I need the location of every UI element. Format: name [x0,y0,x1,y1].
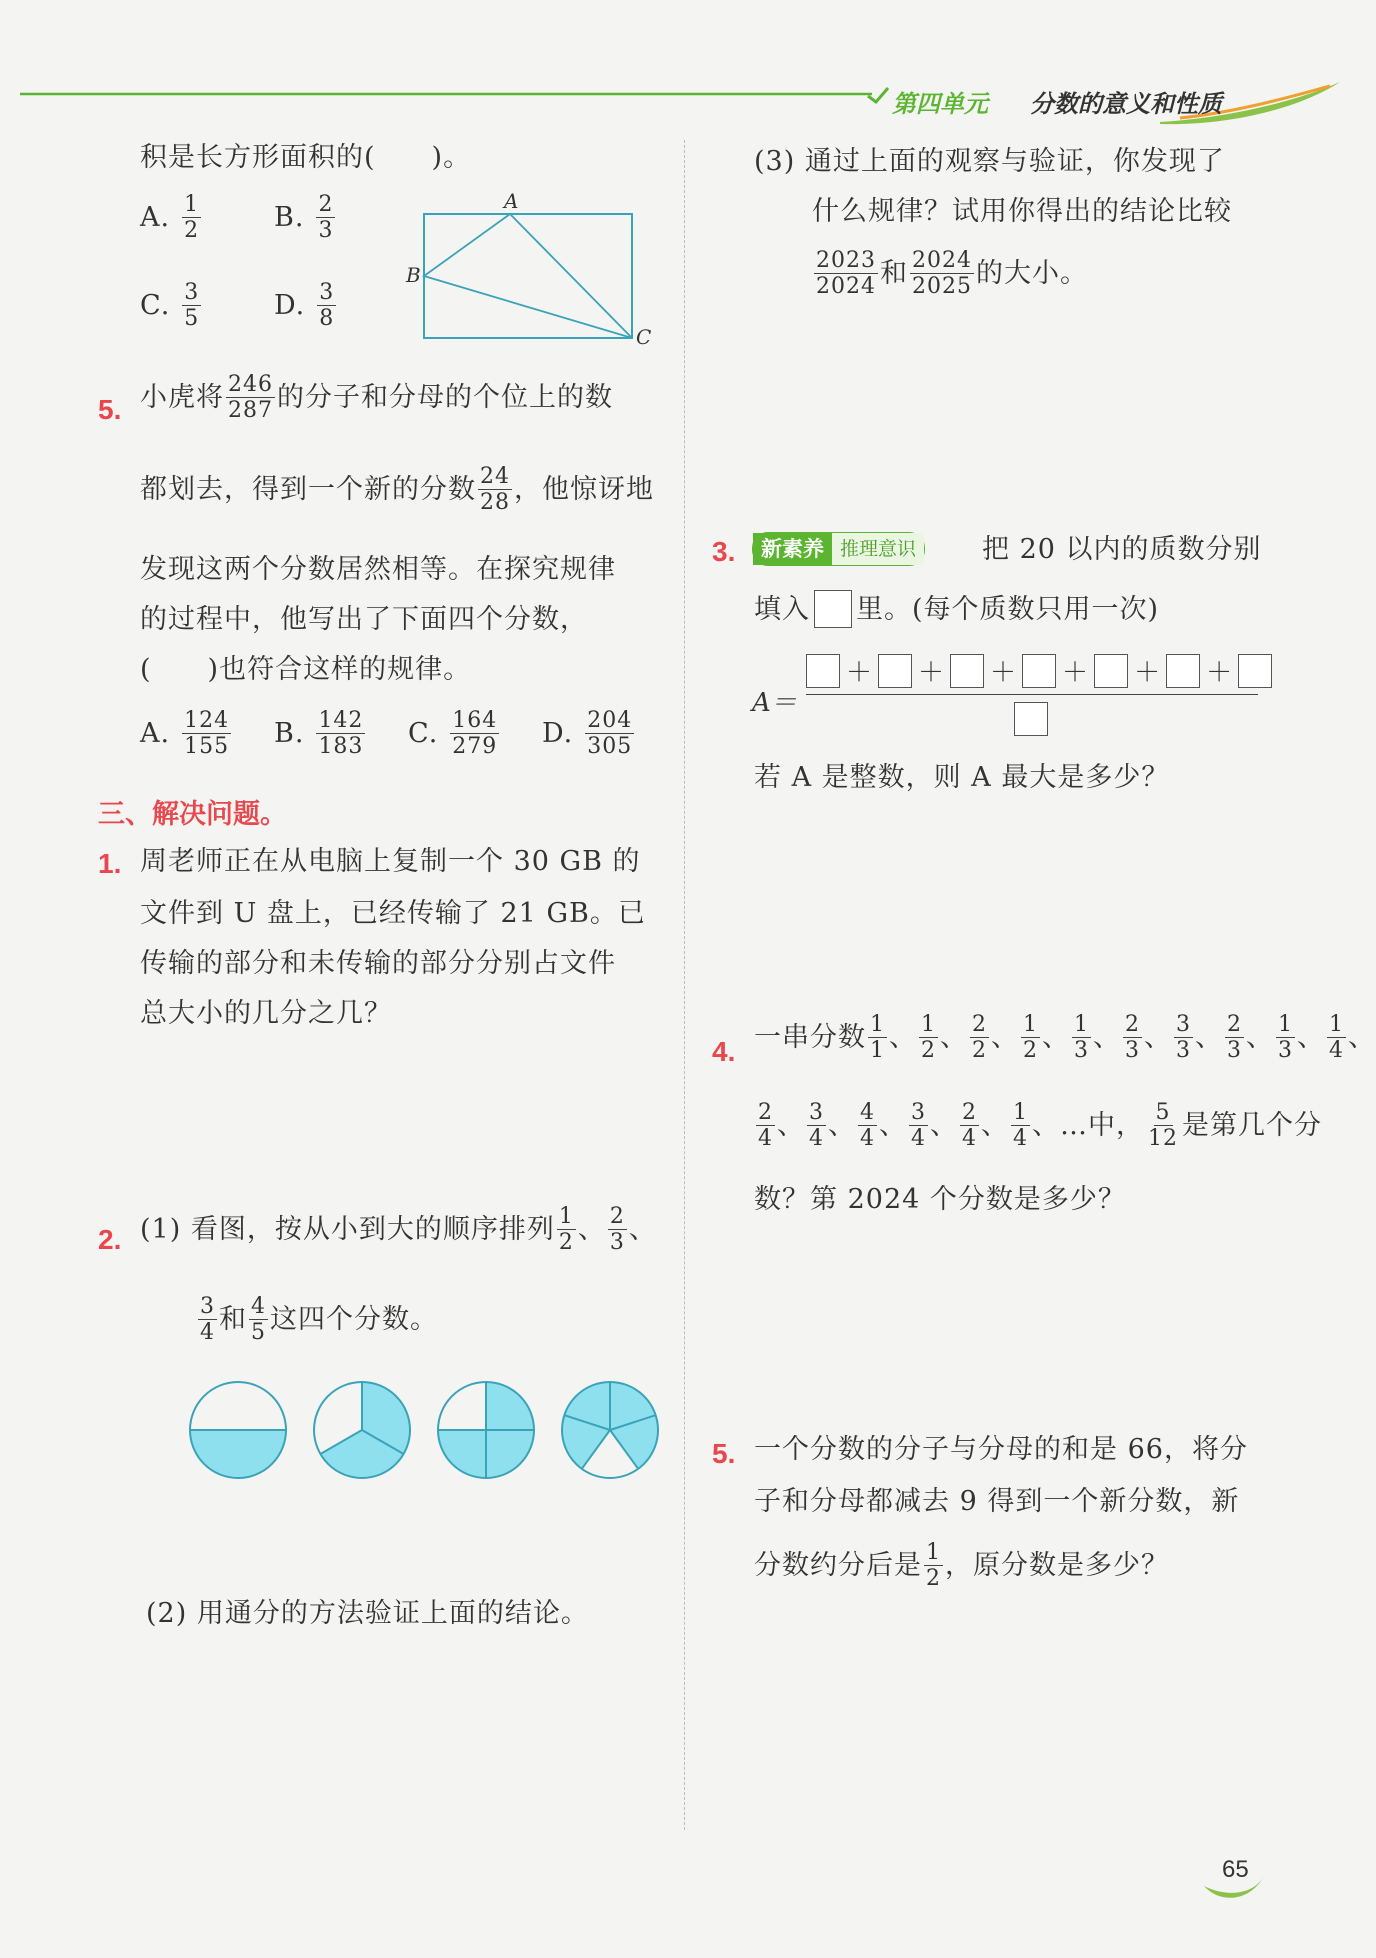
fraction: $\frac{2023}{2024}$ [816,248,876,300]
p5-number: 5. [712,1438,736,1469]
p5-line-2: 子和分母都减去 9 得到一个新分数，新 [754,1486,1240,1517]
q4-tail-text: 积是长方形面积的( )。 [140,142,472,173]
fraction: $\frac{2}{3}$ [609,1204,625,1256]
fraction: $\frac{204}{305}$ [587,708,633,760]
p1-line-1: 周老师正在从电脑上复制一个 30 GB 的 [140,846,641,877]
separator: 、 [991,1022,1019,1054]
fraction: $\frac{142}{183}$ [318,708,364,760]
separator: 、 [1195,1022,1223,1054]
q5-option-b: B. $\frac{142}{183}$ [274,708,364,760]
q5-option-a: A. $\frac{124}{155}$ [140,708,230,760]
blank-box-1[interactable] [806,654,840,688]
figure-label-a: A [504,189,519,213]
fraction: $\frac{3}{5}$ [184,280,200,332]
p5-line-1: 一个分数的分子与分母的和是 66，将分 [754,1434,1248,1465]
p1-line-2: 文件到 U 盘上，已经传输了 21 GB。已 [140,898,646,929]
fraction: $\frac{24}{28}$ [480,464,510,516]
separator: 、 [1348,1022,1376,1054]
blank-box-2[interactable] [878,654,912,688]
separator: 、 [1093,1022,1121,1054]
fraction: $\frac{124}{155}$ [184,708,230,760]
q4-option-a [140,192,203,244]
q5-line-4: 的过程中，他写出了下面四个分数， [140,604,588,635]
fraction: $\frac{1}{2}$ [926,1540,941,1592]
blank-box[interactable] [814,590,852,628]
fraction: $\frac{1}{1}$ [870,1012,885,1064]
p2-sub2-text: (2) 用通分的方法验证上面的结论。 [146,1598,589,1629]
separator: 、 [1246,1022,1274,1054]
page-number: 65 [1222,1856,1249,1883]
blank-box-4[interactable] [1022,654,1056,688]
p1-line-3: 传输的部分和未传输的部分分别占文件 [140,948,616,979]
separator: 、 [981,1110,1009,1142]
fraction: $\frac{3}{3}$ [1176,1012,1191,1064]
header-unit: 第四单元 [892,90,988,118]
a-numerator: ＋ ＋ ＋ ＋ ＋ ＋ [806,652,1272,689]
figure-label-c: C [636,325,652,349]
q5-option-d: D. $\frac{204}{305}$ [542,708,633,760]
separator: 、 [1297,1022,1325,1054]
fraction: $\frac{1}{2}$ [558,1204,574,1256]
fraction: $\frac{164}{279}$ [452,708,498,760]
p4-number: 4. [712,1036,736,1067]
fraction: $\frac{3}{8}$ [319,280,335,332]
badge-main: 新素养 [753,533,832,565]
p1-number: 1. [98,848,122,879]
fraction: $\frac{2}{2}$ [972,1012,987,1064]
q5-option-c: C. $\frac{164}{279}$ [408,708,498,760]
separator: 、 [828,1110,856,1142]
rectangle-triangle-figure [400,190,670,350]
fraction: $\frac{5}{12}$ [1148,1100,1178,1152]
fraction: $\frac{246}{287}$ [228,372,273,424]
p4-line-2: $\frac{2}{4}$ 、 $\frac{3}{4}$ 、 $\frac{4}{4}$ 、 $\frac{3}{4}$ 、 $\frac{2}{4}$ 、 $\frac{1}{4}$ 、 …中， $\frac{5}{12}$ 是第几个分 [758,1100,1322,1152]
fraction: $\frac{3}{4}$ [911,1100,926,1152]
fraction: $\frac{1}{2}$ [1023,1012,1038,1064]
circle-fifths [562,1382,658,1478]
fraction: $\frac{2}{3}$ [1125,1012,1140,1064]
fraction: $\frac{1}{3}$ [1278,1012,1293,1064]
blank-box-5[interactable] [1094,654,1128,688]
separator: 、 [940,1022,968,1054]
fraction: $\frac{1}{4}$ [1013,1100,1028,1152]
p3-number: 3. [712,536,736,567]
fraction: $\frac{2}{3}$ [1227,1012,1242,1064]
fraction: $\frac{2}{3}$ [318,192,334,244]
q5-line-5: ( )也符合这样的规律。 [140,654,472,685]
fraction: $\frac{3}{4}$ [809,1100,824,1152]
column-divider [684,140,685,1830]
separator: 、 [930,1110,958,1142]
p2-line-2: $\frac{3}{4}$ 和 $\frac{4}{5}$ 这四个分数。 [200,1294,438,1346]
p2-3-line-3: $\frac{2023}{2024}$ 和 $\frac{2024}{2025}$ 的大小。 [816,248,1088,300]
q4-option-b [274,192,337,244]
fraction: $\frac{2024}{2025}$ [912,248,972,300]
blank-box-denominator[interactable] [1014,702,1048,736]
q5-line-3: 发现这两个分数居然相等。在探究规律 [140,554,616,585]
separator: 、 [1032,1110,1060,1142]
separator: 、 [1042,1022,1070,1054]
literacy-badge [752,532,925,566]
fraction-bar [806,694,1258,695]
figure-label-b: B [406,263,421,287]
fraction: $\frac{1}{4}$ [1329,1012,1344,1064]
fraction: $\frac{1}{2}$ [184,192,200,244]
q5-line-2: 都划去，得到一个新的分数 $\frac{24}{28}$ ，他惊讶地 [140,464,654,516]
q4-option-c-label: C. [140,290,171,322]
q4-option-c [140,280,203,332]
p2-line-1: (1) 看图，按从小到大的顺序排列 $\frac{1}{2}$ 、 $\frac{2}{3}$ 、 [140,1204,657,1256]
circle-quarters [438,1382,534,1478]
p3-line-2: 填入 里。(每个质数只用一次) [754,590,1159,628]
fraction: $\frac{4}{4}$ [860,1100,875,1152]
separator: 、 [879,1110,907,1142]
fraction: $\frac{4}{5}$ [251,1294,266,1346]
fraction: $\frac{3}{4}$ [200,1294,215,1346]
fraction: $\frac{1}{2}$ [921,1012,936,1064]
p3-line-1: 把 20 以内的质数分别 [982,534,1262,565]
q5-number: 5. [98,394,122,425]
q4-option-d-label: D. [274,290,306,322]
p4-line-1: 一串分数 $\frac{1}{1}$ 、 $\frac{1}{2}$ 、 $\frac{2}{2}$ 、 $\frac{1}{2}$ 、 $\frac{1}{3}$ 、 $\frac{2}{3}$ 、 $\frac{3}{3}$ 、 $\frac{2}{3}$ 、 $\frac{1}{3}$ 、 $\frac{1}{4}$ 、 [754,1012,1376,1064]
p2-3-line-2: 什么规律？试用你得出的结论比较 [812,196,1232,227]
separator: 、 [1144,1022,1172,1054]
q5-line-1: 小虎将 $\frac{246}{287}$ 的分子和分母的个位上的数 [140,372,613,424]
fraction: $\frac{2}{4}$ [758,1100,773,1152]
fraction-circles [186,1378,666,1484]
p2-3-line-1: (3) 通过上面的观察与验证，你发现了 [754,146,1225,177]
fraction: $\frac{1}{3}$ [1074,1012,1089,1064]
badge-sub: 推理意识 [832,533,924,565]
q4-option-d [274,280,338,332]
p3-line-3: 若 A 是整数，则 A 最大是多少？ [754,762,1170,793]
fraction: $\frac{2}{4}$ [962,1100,977,1152]
q4-option-a-label: A. [140,202,171,234]
a-label: A＝ [752,688,797,718]
blank-box-7[interactable] [1238,654,1272,688]
blank-box-6[interactable] [1166,654,1200,688]
p1-line-4: 总大小的几分之几？ [140,998,392,1029]
separator: 、 [777,1110,805,1142]
p2-number: 2. [98,1224,122,1255]
header-chapter: 分数的意义和性质 [1030,90,1222,118]
blank-box-3[interactable] [950,654,984,688]
q4-option-b-label: B. [274,202,305,234]
section-title: 三、解决问题。 [98,799,287,830]
circle-halves [190,1382,286,1478]
p5-line-3: 分数约分后是 $\frac{1}{2}$ ，原分数是多少？ [754,1540,1169,1592]
circle-thirds [314,1382,410,1478]
separator: 、 [889,1022,917,1054]
p4-line-3: 数？第 2024 个分数是多少？ [754,1184,1126,1215]
